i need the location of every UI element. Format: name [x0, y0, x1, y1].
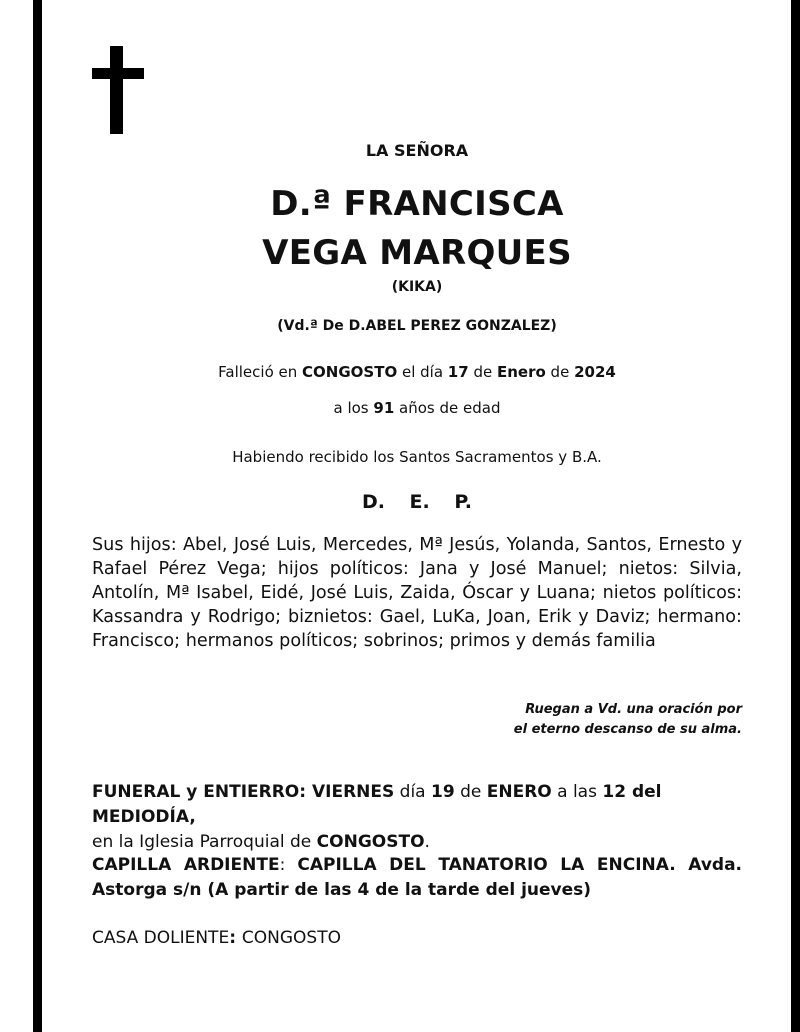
widow-of: (Vd.ª De D.ABEL PEREZ GONZALEZ) [277, 318, 557, 334]
prayer-request: Ruegan a Vd. una oración por el eterno descanso de su alma. [513, 702, 742, 737]
death-info: Falleció en CONGOSTO el día 17 de Enero de 2024 [218, 363, 616, 381]
chapel-info: CAPILLA ARDIENTE: CAPILLA DEL TANATORIO LA ENCINA. Avda. Astorga s/n (A partir de las 4 de la tarde del jueves) [92, 855, 742, 900]
age-info: a los 91 años de edad [333, 399, 501, 417]
sacraments-note: Habiendo recibido los Santos Sacramentos y B.A. [232, 448, 602, 466]
cross-icon [92, 46, 148, 136]
title-label: LA SEÑORA [365, 141, 469, 160]
nickname: (KIKA) [391, 279, 443, 295]
family-list: Sus hijos: Abel, José Luis, Mercedes, Mª Jesús, Yolanda, Santos, Ernesto y Rafael Pérez Vega; hijos políticos: Jana y José Manuel; nietos: Silvia, Antolín, Mª Isabel, Eidé, José Luis, Zaida, Óscar y Luana; nietos políticos: Kassandra y Rodrigo; biznietos: Gael, LuKa, Joan, Erik y Daviz; hermano: Francisco; hermanos políticos; sobrinos; primos y demás familia [92, 535, 742, 651]
left-border [33, 0, 42, 1032]
funeral-info: FUNERAL y ENTIERRO: VIERNES día 19 de ENERO a las 12 del MEDIODÍA, en la Iglesia Parroquial de CONGOSTO. [92, 782, 662, 852]
deceased-name-line1: D.ª FRANCISCA [270, 184, 564, 224]
deceased-name-line2: VEGA MARQUES [262, 233, 572, 273]
mourning-house: CASA DOLIENTE: CONGOSTO [92, 928, 341, 948]
dep-initials: D. E. P. [361, 491, 473, 513]
right-border [791, 0, 800, 1032]
